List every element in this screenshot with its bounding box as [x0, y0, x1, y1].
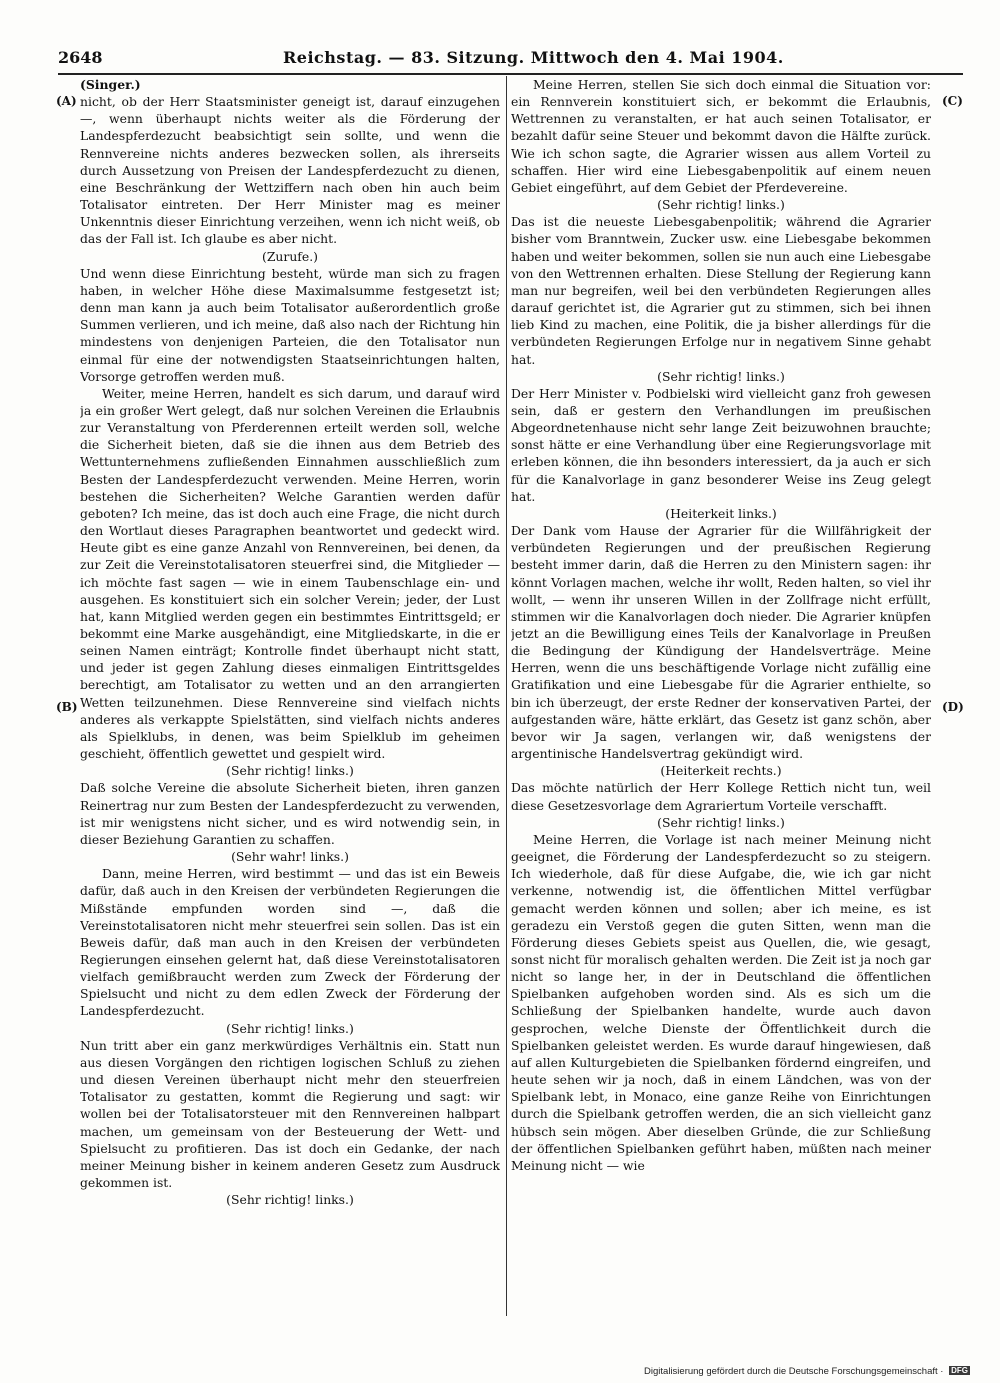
margin-marker-d: (D): [942, 700, 964, 714]
paragraph: Und wenn diese Einrichtung besteht, würde man sich zu fragen haben, in welcher Höhe diese Maximalsumme festgesetzt ist; denn man kann ja auch beim Totalisator außerordentlich große Summen verlieren, und ich meine, daß also nach der Richtung hin mindestens von denjenigen Parteien, die den Totalisator nun einmal für eine der notwendigsten Staatseinrichtungen halten, Vorsorge getroffen werden muß.: [80, 265, 500, 384]
running-title: Reichstag. — 83. Sitzung. Mittwoch den 4. Mai 1904.: [283, 48, 784, 67]
interjection: (Sehr richtig! links.): [657, 368, 785, 384]
margin-marker-b: (B): [56, 700, 78, 714]
paragraph: Der Dank vom Hause der Agrarier für die Willfährigkeit der verbündeten Regierungen und der preußischen Regierung besteht immer darin, daß die Herren zu den Ministern sagen: ihr könnt Vorlagen machen, welche ihr wollt, Reden halten, so viel ihr wollt, — wenn ihr unseren Willen in der Zollfrage nicht erfüllt, stimmen wir die Kanalvorlagen doch nieder. Die Agrarier knüpfen jetzt an die Bewilligung eines Teils der Kanalvorlage in Preußen die Bedingung der Kündigung der Handelsverträge. Meine Herren, wenn die uns beschäftigende Vorlage nicht zufällig eine Gratifikation und eine Liebesgabe für die Agrarier enthielte, so bin ich überzeugt, der erste Redner der konservativen Partei, der aufgestanden wäre, hätte erklärt, das Gesetz ist ganz schön, aber bevor wir Ja sagen, verlangen wir, daß wenigstens der argentinische Handelsvertrag gekündigt wird.: [511, 523, 931, 762]
margin-marker-a: (A): [56, 94, 77, 108]
interjection: (Sehr richtig! links.): [657, 814, 785, 830]
footer-credit: Digitalisierung gefördert durch die Deutsche Forschungsgemeinschaft · DFG: [644, 1366, 968, 1377]
paragraph: Meine Herren, die Vorlage ist nach meiner Meinung nicht geeignet, die Förderung der Landespferdezucht so zu steigern. Ich wiederhole, daß für diese Aufgabe, die, wie ich gar nicht verkenne, notwendig ist, die öffentlichen Mittel verfügbar gemacht werden können und sollen; aber ich meine, es ist geradezu ein Verstoß gegen die guten Sitten, wenn man die Förderung dieses Gebiets speist aus Quellen, die, wie gesagt, sonst nicht für moralisch gehalten werden. Die Zeit ist ja noch gar nicht so lange her, in der in Deutschland die öffentlichen Spielbanken aufgehoben worden sind. Als es sich um die Schließung der Spielbanken handelte, wurde auch davon gesprochen, welche Dienste der Öffentlichkeit durch die Spielbanken geleistet werden. Es wurde darauf hingewiesen, daß auf allen Kulturgebieten die Spielbanken fördernd eingreifen, und heute sehen wir ja noch, daß in einem Ländchen, was von der Spielbank lebt, in Monaco, eine ganze Reihe von Einrichtungen durch die Spielbank getroffen werden, die an sich vielleicht ganz hübsch sein mögen. Aber dieselben Gründe, die zur Schließung der öffentlichen Spielbanken geführt haben, müßten nach meiner Meinung nicht — wie: [511, 831, 931, 1173]
interjection: (Heiterkeit rechts.): [660, 763, 782, 779]
interjection: (Sehr richtig! links.): [226, 763, 354, 779]
interjection: (Sehr wahr! links.): [231, 849, 349, 865]
interjection: (Sehr richtig! links.): [226, 1192, 354, 1208]
interjection: (Heiterkeit links.): [665, 505, 777, 521]
paragraph: Nun tritt aber ein ganz merkwürdiges Verhältnis ein. Statt nun aus diesen Vorgängen den richtigen logischen Schluß zu ziehen und diesen Vereinen überhaupt nicht mehr den steuerfreien Totalisator zu gestatten, kommt die Regierung und sagt: wir wollen bei der Totalisatorsteuer mit den Rennvereinen halbpart machen, um gemeinsam von der Besteuerung der Wett- und Spielsucht zu profitieren. Das ist doch ein Gedanke, der nach meiner Meinung bisher in keinem anderen Gesetz zum Ausdruck gekommen ist.: [80, 1037, 500, 1190]
right-column: [511, 76, 931, 1316]
paragraph: Das ist die neueste Liebesgabenpolitik; während die Agrarier bisher vom Branntwein, Zucker usw. eine Liebesgabe bekommen haben und weiter bekommen, sollen sie nun auch eine Liebesgabe von den Wettrennen erhalten. Diese Stellung der Regierung kann man nur begreifen, weil bei den verbündeten Regierungen alles darauf gerichtet ist, die Agrarier gut zu stimmen, sich bei ihnen lieb Kind zu machen, eine Politik, die ja bisher allerdings für die verbündeten Regierungen Erfolge nur in negativem Sinne gehabt hat.: [511, 214, 931, 367]
header-rule: [58, 73, 963, 75]
speaker-name: (Singer.): [80, 77, 141, 92]
dfg-logo: DFG: [951, 1366, 968, 1375]
margin-marker-c: (C): [942, 94, 963, 108]
left-column: [80, 76, 500, 1316]
paragraph: Daß solche Vereine die absolute Sicherheit bieten, ihren ganzen Reinertrag nur zum Besten der Landespferdezucht zu verwenden, ist mir wenigstens nicht sicher, und es wird notwendig sein, in dieser Beziehung Garantien zu schaffen.: [80, 780, 500, 847]
paragraph: Dann, meine Herren, wird bestimmt — und das ist ein Beweis dafür, daß auch in den Kreisen der verbündeten Regierungen die Mißstände empfunden worden sind —, daß die Vereinstotalisatoren nicht mehr steuerfrei sein sollen. Das ist ein Beweis dafür, daß man auch in den Kreisen der verbündeten Regierungen einsehen gelernt hat, daß diese Vereinstotalisatoren vielfach gemißbraucht werden zum Zweck der Förderung der Spielsucht und nicht zu dem edlen Zweck der Förderung der Landespferdezucht.: [80, 866, 500, 1019]
paragraph: nicht, ob der Herr Staatsminister geneigt ist, darauf einzugehen —, wenn überhaupt nichts weiter als die Förderung der Landespferdezucht beabsichtigt sein sollte, und wenn die Rennvereine nichts anderes bezwecken sollen, als ihrerseits durch Aussetzung von Preisen der Landespferdezucht zu dienen, eine Beschränkung der Wettziffern nach oben hin auch beim Totalisator eintreten. Der Herr Minister mag es meiner Unkenntnis dieser Einrichtung verzeihen, wenn ich nicht weiß, ob das der Fall ist. Ich glaube es aber nicht.: [80, 94, 500, 247]
interjection: (Zurufe.): [261, 248, 319, 264]
footer-credit-text: Digitalisierung gefördert durch die Deutsche Forschungsgemeinschaft: [644, 1366, 938, 1377]
paragraph: Meine Herren, stellen Sie sich doch einmal die Situation vor: ein Rennverein konstituiert sich, er bekommt die Erlaubnis, Wettrennen zu veranstalten, er hat auch seinen Totalisator, er bezahlt dafür seine Steuer und bekommt davon die Hälfte zurück. Wie ich schon sagte, die Agrarier wissen aus allem Vorteil zu schaffen. Hier wird eine Liebesgabenpolitik auf einem neuen Gebiet eingeführt, auf dem Gebiet der Pferdevereine.: [511, 77, 931, 195]
page-number: 2648: [58, 48, 103, 67]
interjection: (Sehr richtig! links.): [226, 1020, 354, 1036]
paragraph: Das möchte natürlich der Herr Kollege Rettich nicht tun, weil diese Gesetzesvorlage dem Agrariertum Vorteile verschafft.: [511, 780, 931, 813]
column-divider: [506, 76, 507, 1316]
paragraph: Weiter, meine Herren, handelt es sich darum, und darauf wird ja ein großer Wert gelegt, daß nur solchen Vereinen die Erlaubnis zur Veranstaltung von Pferderennen erteilt werden soll, welche die Sicherheit bieten, daß sie die ihnen aus dem Betrieb des Wettunternehmens zufließenden Einnahmen ausschließlich zum Besten der Landespferdezucht verwenden. Meine Herren, worin bestehen die Sicherheiten? Welche Garantien werden dafür geboten? Ich meine, das ist doch auch eine Frage, die nicht durch den Wortlaut dieses Paragraphen beantwortet und gedeckt wird. Heute gibt es eine ganze Anzahl von Rennvereinen, bei denen, da zur Zeit die Vereinstotalisatoren steuerfrei sind, die Mitglieder — ich möchte fast sagen — wie in einem Taubenschlage ein- und ausgehen. Es konstituiert sich ein solcher Verein; jeder, der Lust hat, kann Mitglied werden gegen ein bestimmtes Eintrittsgeld; er bekommt eine Marke ausgehändigt, eine Mitgliedskarte, in die er seinen Namen einträgt; Kontrolle findet überhaupt nicht statt, und jeder ist gegen Zahlung dieses einmaligen Eintrittsgeldes berechtigt, am Totalisator zu wetten und an den arrangierten Wetten teilzunehmen. Diese Rennvereine sind vielfach nichts anderes als verkappte Spielstätten, sind vielfach nichts anderes als Spielklubs, in denen, was beim Spielklub im geheimen geschieht, öffentlich gewettet und gespielt wird.: [80, 385, 500, 762]
interjection: (Sehr richtig! links.): [657, 197, 785, 213]
page-header: [58, 48, 958, 74]
paragraph: Der Herr Minister v. Podbielski wird vielleicht ganz froh gewesen sein, daß er gestern den Verhandlungen im preußischen Abgeordnetenhause nicht sehr lange Zeit beizuwohnen brauchte; sonst hätte er eine Verhandlung über eine Regierungsvorlage mit erleben können, die ihn besonders interessiert, da ja auch er sich für die Kanalvorlage in ganz besonderer Weise ins Zeug gelegt hat.: [511, 385, 931, 504]
